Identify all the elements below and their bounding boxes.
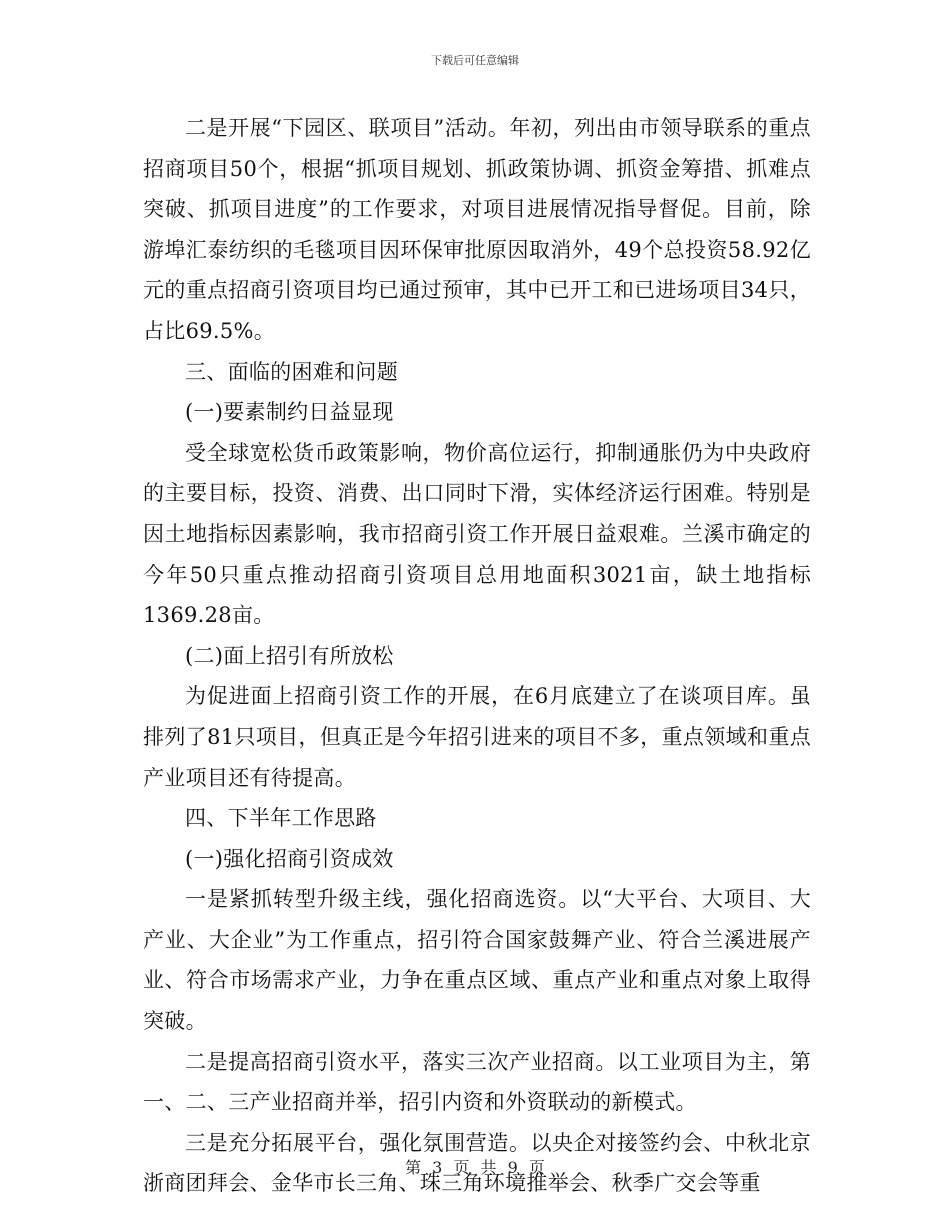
- paragraph: 二是开展“下园区、联项目”活动。年初，列出由市领导联系的重点招商项目50个，根据“抓项目规划、抓政策协调、抓资金筹措、抓难点突破、抓项目进度”的工作要求，对项目进展情况指导督促。目前，除游埠汇泰纺织的毛毯项目因环保审批原因取消外，49个总投资58.92亿元的重点招商引资项目均已通过预审，其中已开工和已进场项目34只，占比69.5%。: [143, 116, 811, 343]
- document-body: [143, 108, 811, 1204]
- paragraph: 二是提高招商引资水平，落实三次产业招商。以工业项目为主，第一、二、三产业招商并举，招引内资和外资联动的新模式。: [143, 1049, 811, 1115]
- section-heading: 三、面临的困难和问题: [185, 359, 398, 384]
- paragraph: 为促进面上招商引资工作的开展，在6月底建立了在谈项目库。虽排列了81只项目，但真正是今年招引进来的项目不多，重点领域和重点产业项目还有待提高。: [143, 684, 811, 790]
- page-number: 第 3 页 共 9 页: [405, 1158, 545, 1177]
- subsection-heading: (二)面上招引有所放松: [185, 643, 394, 668]
- section-heading: 四、下半年工作思路: [185, 806, 377, 831]
- paragraph: 三是充分拓展平台，强化氛围营造。以央企对接签约会、中秋北京浙商团拜会、金华市长三角、珠三角环境推举会、秋季广交会等重: [143, 1130, 811, 1196]
- subsection-heading: (一)强化招商引资成效: [185, 846, 394, 871]
- paragraph: 受全球宽松货币政策影响，物价高位运行，抑制通胀仍为中央政府的主要目标，投资、消费、出口同时下滑，实体经济运行困难。特别是因土地指标因素影响，我市招商引资工作开展日益艰难。兰溪市确定的今年50只重点推动招商引资项目总用地面积3021亩，缺土地指标1369.28亩。: [143, 440, 811, 628]
- paragraph: 一是紧抓转型升级主线，强化招商选资。以“大平台、大项目、大产业、大企业”为工作重点，招引符合国家鼓舞产业、符合兰溪进展产业、符合市场需求产业，力争在重点区域、重点产业和重点对象上取得突破。: [143, 887, 811, 1034]
- subsection-heading: (一)要素制约日益显现: [185, 400, 394, 425]
- page-header: 下载后可任意编辑: [431, 54, 519, 67]
